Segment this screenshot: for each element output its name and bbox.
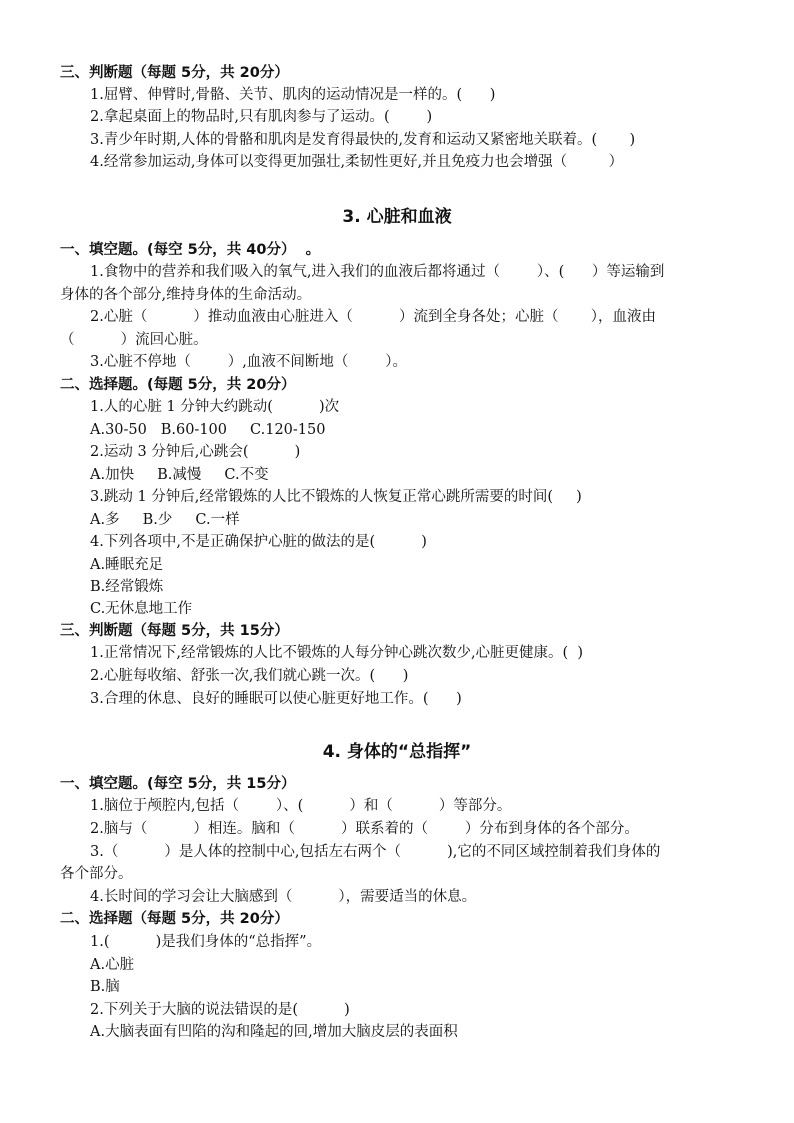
question-text: 1.脑位于颅腔内,包括（ ）、( ）和（ ）等部分。 [90, 798, 512, 814]
question-text: 3.（ ）是人体的控制中心,包括左右两个（ ),它的不同区域控制着我们身体的 [90, 844, 661, 860]
choice-option: B.经常锻炼 [90, 579, 164, 595]
lesson-title: 3. 心脏和血液 [342, 207, 452, 227]
choice-option: A.心脏 [90, 957, 135, 973]
choice-option: A.大脑表面有凹陷的沟和隆起的回,增加大脑皮层的表面积 [90, 1024, 458, 1040]
question-text: （ ）流回心脏。 [60, 332, 208, 348]
section-heading-judge: 三、判断题（每题 5分，共 20分） [60, 65, 289, 81]
question-text: 各个部分。 [60, 866, 133, 882]
question-text: 1.屈臂、伸臂时,骨骼、关节、肌肉的运动情况是一样的。( ) [90, 87, 496, 103]
choice-option: A.睡眠充足 [90, 557, 164, 573]
choice-option: B.脑 [90, 979, 120, 995]
section-heading-choice: 二、选择题（每题 5分，共 20分） [60, 911, 289, 927]
choice-options: A.多 B.少 C.一样 [90, 512, 240, 528]
question-text: 3.青少年时期,人体的骨骼和肌肉是发育得最快的,发育和运动又紧密地关联着。( ) [90, 132, 636, 148]
question-text: 4.下列各项中,不是正确保护心脏的做法的是( ) [90, 534, 427, 550]
section-heading-fill: 一、填空题。(每空 5分，共 15分） [60, 776, 296, 792]
question-text: 2.下列关于大脑的说法错误的是( ) [90, 1002, 350, 1018]
question-text: 3.跳动 1 分钟后,经常锻炼的人比不锻炼的人恢复正常心跳所需要的时间( ) [90, 489, 582, 505]
question-text: 2.心脏每收缩、舒张一次,我们就心跳一次。( ) [90, 668, 409, 684]
section-heading-choice: 二、选择题。(每题 5分，共 20分） [60, 377, 296, 393]
question-text: 1.正常情况下,经常锻炼的人比不锻炼的人每分钟心跳次数少,心脏更健康。( ) [90, 645, 584, 661]
question-text: 身体的各个部分,维持身体的生命活动。 [60, 287, 312, 303]
question-text: 3.心脏不停地（ ）,血液不间断地（ ）。 [90, 354, 407, 370]
question-text: 3.合理的休息、良好的睡眠可以使心脏更好地工作。( ) [90, 691, 462, 707]
question-text: 4.经常参加运动,身体可以变得更加强壮,柔韧性更好,并且免疫力也会增强（ ） [90, 154, 624, 170]
choice-options: A.加快 B.减慢 C.不变 [90, 467, 269, 483]
question-text: 2.拿起桌面上的物品时,只有肌肉参与了运动。( ) [90, 109, 433, 125]
question-text: 1.人的心脏 1 分钟大约跳动( )次 [90, 399, 340, 415]
choice-option: C.无休息地工作 [90, 601, 193, 617]
question-text: 1.( )是我们身体的“总指挥”。 [90, 934, 322, 950]
question-text: 2.运动 3 分钟后,心跳会( ) [90, 444, 301, 460]
question-text: 1.食物中的营养和我们吸入的氧气,进入我们的血液后都将通过（ ）、( ）等运输到 [90, 264, 665, 280]
section-heading-fill: 一、填空题。(每空 5分，共 40分） 。 [60, 242, 321, 258]
lesson-title: 4. 身体的“总指挥” [322, 742, 472, 762]
question-text: 2.心脏（ ）推动血液由心脏进入（ ）流到全身各处；心脏（ ），血液由 [90, 309, 657, 325]
choice-options: A.30-50 B.60-100 C.120-150 [90, 422, 326, 438]
question-text: 4.长时间的学习会让大脑感到（ ），需要适当的休息。 [90, 889, 477, 905]
question-text: 2.脑与（ ）相连。脑和（ ）联系着的（ ）分布到身体的各个部分。 [90, 821, 639, 837]
section-heading-judge: 三、判断题（每题 5分，共 15分） [60, 623, 289, 639]
